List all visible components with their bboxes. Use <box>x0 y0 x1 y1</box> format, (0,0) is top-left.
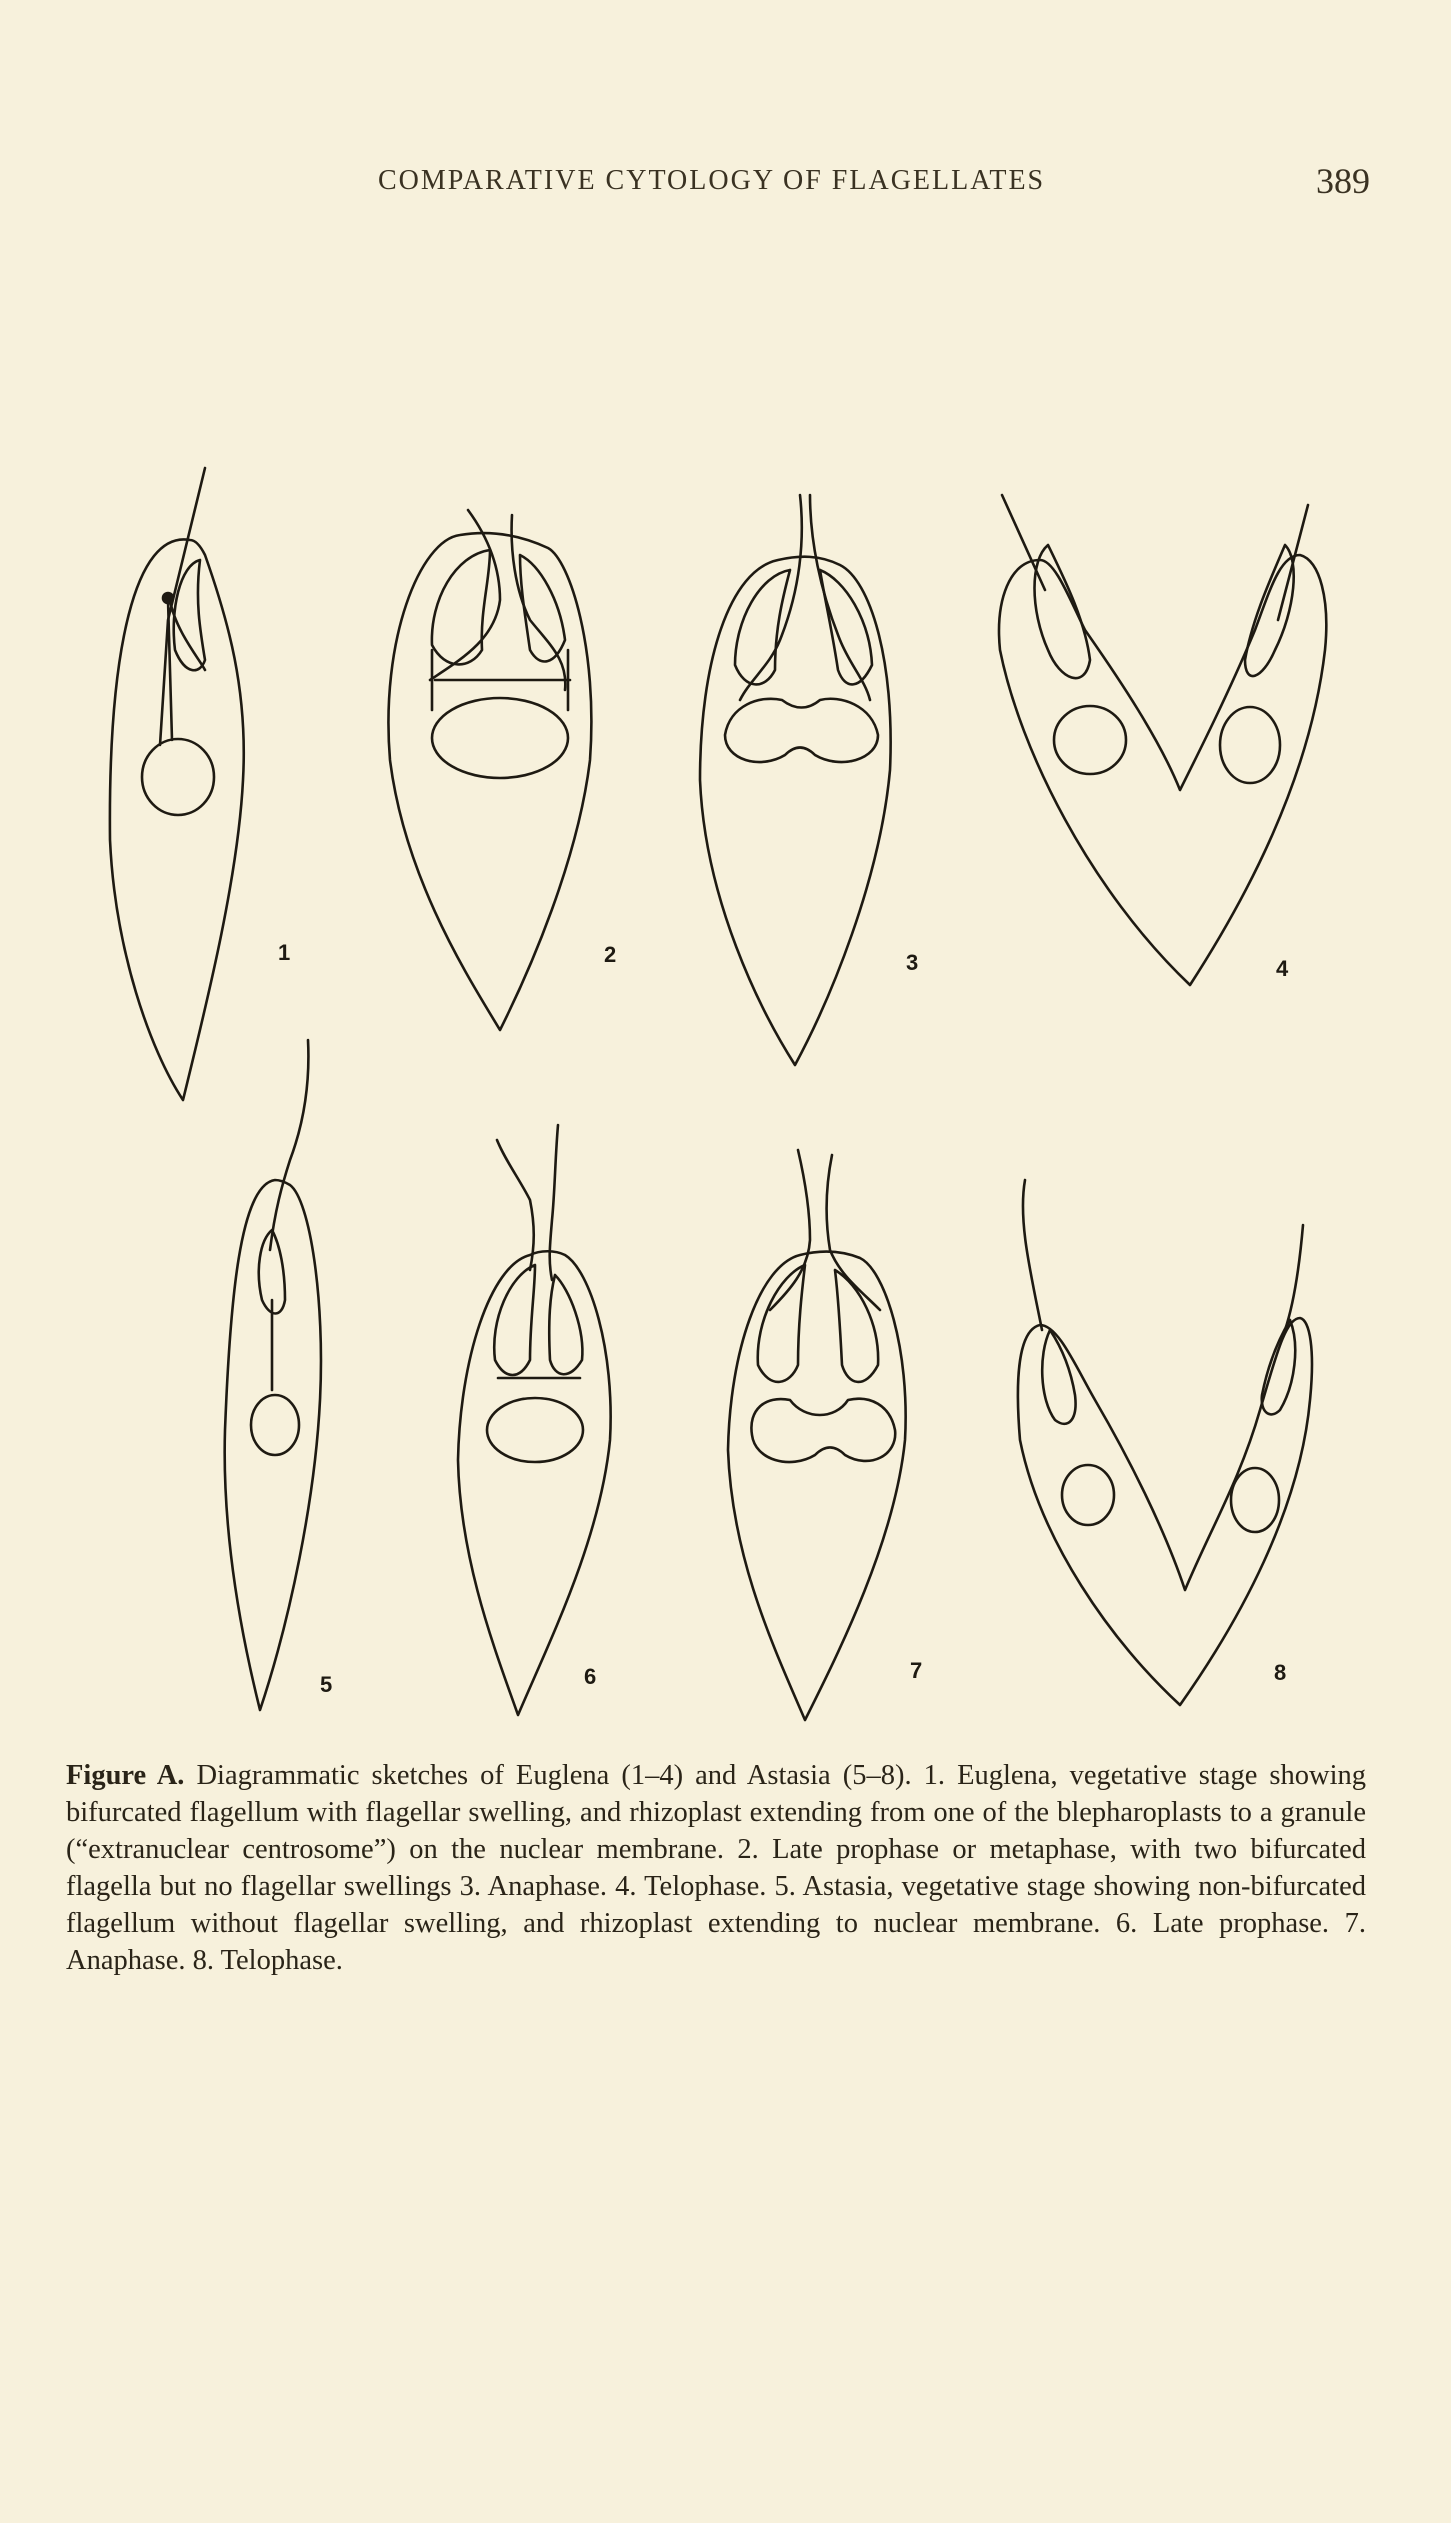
panel-label-3: 3 <box>906 950 919 975</box>
caption-title: Figure A. <box>66 1760 185 1791</box>
panel-label-1: 1 <box>278 940 291 965</box>
sketch-1 <box>110 468 244 1100</box>
sketch-6 <box>458 1125 611 1715</box>
figure-caption <box>66 1757 1366 1979</box>
caption-text: Diagrammatic sketches of Euglena (1–4) and Astasia (5–8). 1. Euglena, vegetative stage showing bifurcated flagellum with flagellar swelling, and rhizoplast extending from one of the blepharoplasts to a granule (“extranuclear centrosome”) on the nuclear membrane. 2. Late prophase or metaphase, with two bifurcated flagella but no flagellar swellings 3. Anaphase. 4. Telophase. 5. Astasia, vegetative stage showing non-bifurcated flagellum without flagellar swelling, and rhizoplast extending to nuclear membrane. 6. Late prophase. 7. Anaphase. 8. Telophase. <box>66 1760 1366 1976</box>
sketch-4 <box>999 495 1326 985</box>
page-number: 389 <box>1316 161 1370 201</box>
sketch-5 <box>225 1040 321 1710</box>
panel-label-5: 5 <box>320 1672 333 1697</box>
panel-label-2: 2 <box>604 942 617 967</box>
sketch-3 <box>700 495 891 1065</box>
panel-label-4: 4 <box>1276 956 1289 981</box>
sketch-7 <box>728 1150 906 1720</box>
panel-label-6: 6 <box>584 1664 597 1689</box>
panel-label-7: 7 <box>910 1658 923 1683</box>
sketch-8 <box>1018 1180 1312 1705</box>
panel-label-8: 8 <box>1274 1660 1287 1685</box>
running-head: COMPARATIVE CYTOLOGY OF FLAGELLATES <box>378 165 1046 196</box>
sketch-2 <box>388 510 591 1030</box>
